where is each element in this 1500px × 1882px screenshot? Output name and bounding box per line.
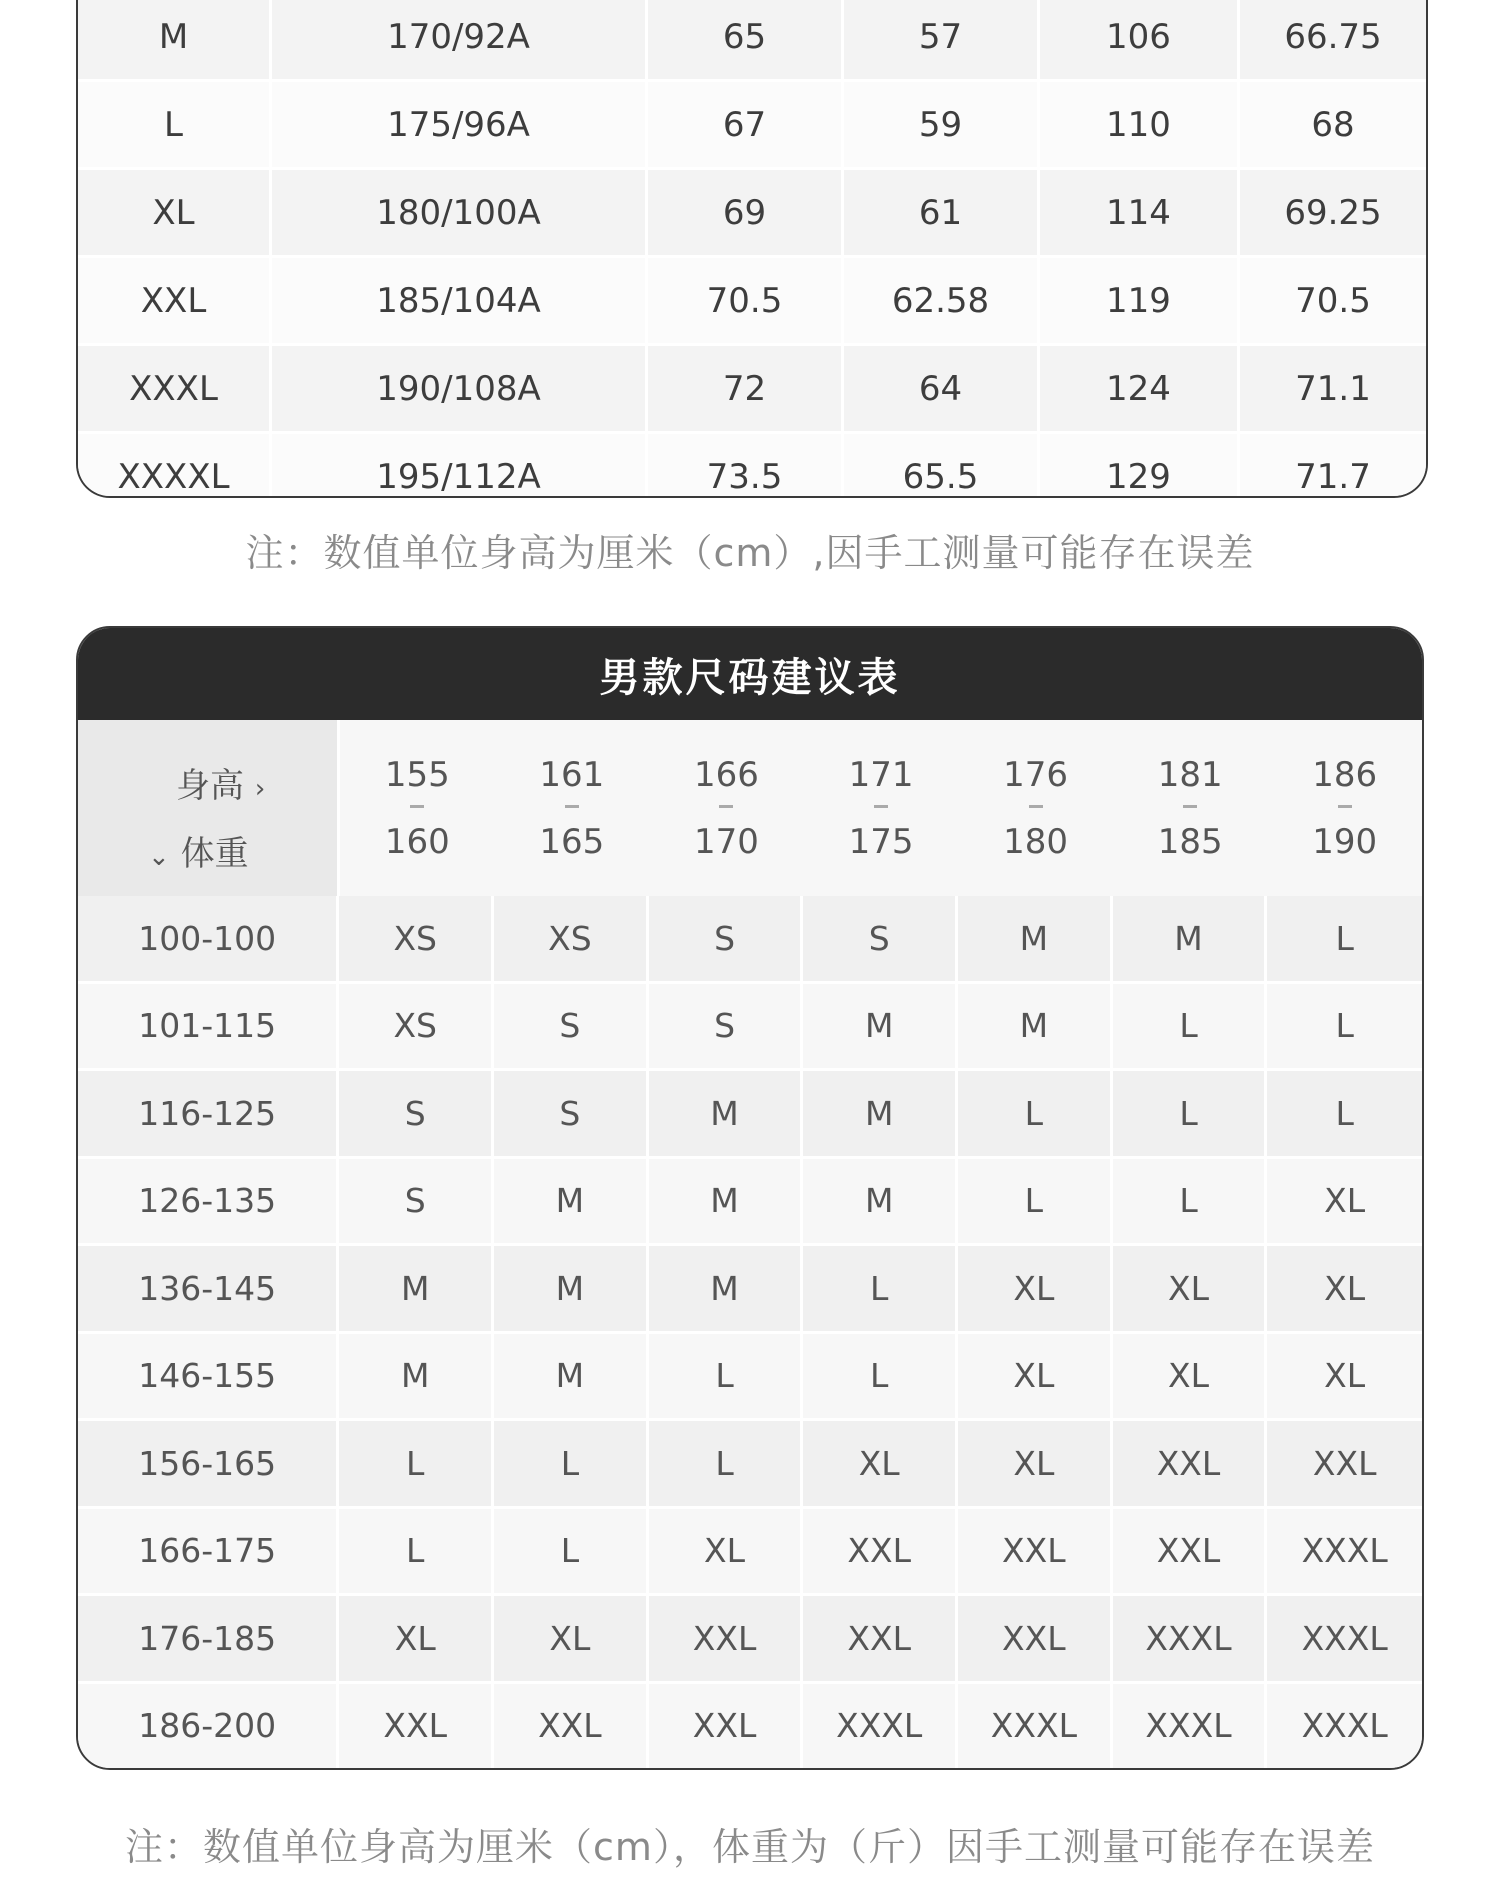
height-range-header bbox=[495, 720, 650, 896]
range-dash bbox=[565, 805, 579, 808]
size-cell: S bbox=[649, 896, 804, 984]
range-dash bbox=[1183, 805, 1197, 808]
size-cell: M bbox=[494, 1334, 649, 1422]
height-from: 161 bbox=[539, 754, 605, 795]
table-cell: 124 bbox=[1040, 346, 1240, 434]
size-cell: M bbox=[649, 1246, 804, 1334]
table-row bbox=[78, 1334, 1422, 1422]
size-cell: XXL bbox=[1113, 1421, 1268, 1509]
weight-range-cell: 101-115 bbox=[78, 984, 339, 1072]
table-cell: 73.5 bbox=[648, 434, 844, 498]
table-row bbox=[78, 896, 1422, 984]
chevron-right-icon: › bbox=[254, 774, 266, 804]
size-cell: XS bbox=[494, 896, 649, 984]
height-range-header bbox=[1267, 720, 1422, 896]
table-cell: XL bbox=[78, 170, 272, 258]
range-dash bbox=[874, 805, 888, 808]
size-cell: L bbox=[1267, 1071, 1422, 1159]
height-from: 181 bbox=[1157, 754, 1223, 795]
size-cell: XXXL bbox=[1267, 1596, 1422, 1684]
table-row bbox=[78, 1684, 1422, 1771]
size-cell: L bbox=[649, 1421, 804, 1509]
size-cell: XL bbox=[494, 1596, 649, 1684]
table-cell: 61 bbox=[844, 170, 1040, 258]
size-cell: L bbox=[803, 1334, 958, 1422]
height-to: 160 bbox=[384, 821, 450, 862]
height-to: 185 bbox=[1157, 821, 1223, 862]
size-cell: S bbox=[649, 984, 804, 1072]
table-cell: 71.1 bbox=[1240, 346, 1426, 434]
size-chart-note: 注：数值单位身高为厘米（cm）,因手工测量可能存在误差 bbox=[245, 531, 1255, 575]
weight-axis-label: 体重 bbox=[180, 834, 249, 874]
range-dash bbox=[1338, 805, 1352, 808]
table-cell: L bbox=[78, 82, 272, 170]
weight-range-cell: 146-155 bbox=[78, 1334, 339, 1422]
table-cell: 59 bbox=[844, 82, 1040, 170]
height-from: 155 bbox=[384, 754, 450, 795]
size-cell: XL bbox=[649, 1509, 804, 1597]
table-cell: 65 bbox=[648, 0, 844, 82]
table-row bbox=[78, 984, 1422, 1072]
table-cell: 119 bbox=[1040, 258, 1240, 346]
weight-range-cell: 166-175 bbox=[78, 1509, 339, 1597]
size-cell: XXL bbox=[958, 1596, 1113, 1684]
table-cell: 72 bbox=[648, 346, 844, 434]
weight-range-cell: 116-125 bbox=[78, 1071, 339, 1159]
recommendation-note: 注：数值单位身高为厘米（cm），体重为（斤）因手工测量可能存在误差 bbox=[125, 1825, 1375, 1869]
size-cell: L bbox=[803, 1246, 958, 1334]
height-from: 176 bbox=[1003, 754, 1069, 795]
height-range-header bbox=[1113, 720, 1268, 896]
size-cell: M bbox=[649, 1071, 804, 1159]
table-row bbox=[78, 434, 1426, 498]
table-cell: 110 bbox=[1040, 82, 1240, 170]
size-cell: XL bbox=[1267, 1159, 1422, 1247]
height-to: 180 bbox=[1003, 821, 1069, 862]
table-cell: 65.5 bbox=[844, 434, 1040, 498]
size-chart-table bbox=[76, 0, 1428, 498]
size-cell: M bbox=[339, 1334, 494, 1422]
size-cell: XL bbox=[1113, 1246, 1268, 1334]
size-cell: XXXL bbox=[958, 1684, 1113, 1771]
recommendation-rows bbox=[78, 896, 1422, 1770]
size-cell: S bbox=[339, 1071, 494, 1159]
size-cell: L bbox=[339, 1509, 494, 1597]
size-cell: L bbox=[958, 1159, 1113, 1247]
size-cell: XL bbox=[1267, 1334, 1422, 1422]
size-cell: M bbox=[958, 984, 1113, 1072]
size-cell: M bbox=[649, 1159, 804, 1247]
height-to: 175 bbox=[848, 821, 914, 862]
table-cell: 190/108A bbox=[272, 346, 648, 434]
size-cell: M bbox=[1113, 896, 1268, 984]
table-cell: XXXL bbox=[78, 346, 272, 434]
table-row bbox=[78, 170, 1426, 258]
table-cell: 114 bbox=[1040, 170, 1240, 258]
size-cell: XXL bbox=[339, 1684, 494, 1771]
size-cell: L bbox=[649, 1334, 804, 1422]
height-from: 186 bbox=[1312, 754, 1378, 795]
table-row bbox=[78, 82, 1426, 170]
size-cell: XXXL bbox=[1267, 1684, 1422, 1771]
size-cell: XXL bbox=[958, 1509, 1113, 1597]
size-cell: XL bbox=[958, 1246, 1113, 1334]
height-range-header bbox=[340, 720, 495, 896]
size-cell: XXXL bbox=[1267, 1509, 1422, 1597]
table-cell: 70.5 bbox=[648, 258, 844, 346]
table-cell: 68 bbox=[1240, 82, 1426, 170]
size-cell: M bbox=[339, 1246, 494, 1334]
header-corner bbox=[78, 720, 340, 896]
table-row bbox=[78, 1246, 1422, 1334]
table-cell: 195/112A bbox=[272, 434, 648, 498]
size-cell: L bbox=[1267, 984, 1422, 1072]
table-row bbox=[78, 1071, 1422, 1159]
height-from: 166 bbox=[693, 754, 759, 795]
size-cell: L bbox=[1267, 896, 1422, 984]
table-row bbox=[78, 1509, 1422, 1597]
size-cell: XXXL bbox=[1113, 1596, 1268, 1684]
range-dash bbox=[1029, 805, 1043, 808]
height-to: 170 bbox=[693, 821, 759, 862]
table-cell: 66.75 bbox=[1240, 0, 1426, 82]
height-range-header bbox=[958, 720, 1113, 896]
size-cell: L bbox=[339, 1421, 494, 1509]
size-cell: L bbox=[1113, 984, 1268, 1072]
size-cell: XL bbox=[339, 1596, 494, 1684]
size-cell: L bbox=[1113, 1159, 1268, 1247]
size-cell: M bbox=[958, 896, 1113, 984]
size-cell: L bbox=[494, 1509, 649, 1597]
size-cell: M bbox=[803, 984, 958, 1072]
weight-range-cell: 186-200 bbox=[78, 1684, 339, 1771]
table-row bbox=[78, 0, 1426, 82]
size-cell: M bbox=[803, 1159, 958, 1247]
table-cell: 69 bbox=[648, 170, 844, 258]
table-cell: 64 bbox=[844, 346, 1040, 434]
height-to: 190 bbox=[1312, 821, 1378, 862]
height-axis-label: 身高 bbox=[176, 766, 244, 806]
height-columns bbox=[340, 720, 1422, 896]
range-dash bbox=[719, 805, 733, 808]
table-title: 男款尺码建议表 bbox=[78, 628, 1422, 720]
table-row bbox=[78, 1159, 1422, 1247]
weight-range-cell: 136-145 bbox=[78, 1246, 339, 1334]
size-cell: S bbox=[494, 1071, 649, 1159]
height-range-header bbox=[804, 720, 959, 896]
table-row bbox=[78, 1596, 1422, 1684]
size-cell: XXL bbox=[1113, 1509, 1268, 1597]
size-cell: XXL bbox=[649, 1596, 804, 1684]
size-cell: S bbox=[494, 984, 649, 1072]
weight-range-cell: 100-100 bbox=[78, 896, 339, 984]
table-cell: XXXXL bbox=[78, 434, 272, 498]
size-cell: L bbox=[958, 1071, 1113, 1159]
table-cell: 70.5 bbox=[1240, 258, 1426, 346]
chevron-down-icon: ⌄ bbox=[148, 842, 170, 872]
size-cell: XL bbox=[1113, 1334, 1268, 1422]
size-cell: XS bbox=[339, 984, 494, 1072]
table-cell: 57 bbox=[844, 0, 1040, 82]
size-cell: S bbox=[803, 896, 958, 984]
size-cell: XL bbox=[1267, 1246, 1422, 1334]
table-row bbox=[78, 1421, 1422, 1509]
weight-range-cell: 126-135 bbox=[78, 1159, 339, 1247]
size-chart-rows bbox=[78, 0, 1426, 498]
size-cell: S bbox=[339, 1159, 494, 1247]
table-cell: 67 bbox=[648, 82, 844, 170]
table-cell: 62.58 bbox=[844, 258, 1040, 346]
height-from: 171 bbox=[848, 754, 914, 795]
size-recommendation-table bbox=[76, 626, 1424, 1770]
size-cell: XXL bbox=[1267, 1421, 1422, 1509]
table-cell: 170/92A bbox=[272, 0, 648, 82]
table-cell: 185/104A bbox=[272, 258, 648, 346]
table-header bbox=[78, 720, 1422, 896]
height-range-header bbox=[649, 720, 804, 896]
table-cell: 175/96A bbox=[272, 82, 648, 170]
size-cell: XL bbox=[958, 1421, 1113, 1509]
size-cell: XXL bbox=[649, 1684, 804, 1771]
size-cell: XXL bbox=[494, 1684, 649, 1771]
size-cell: L bbox=[494, 1421, 649, 1509]
size-cell: XXXL bbox=[1113, 1684, 1268, 1771]
table-cell: XXL bbox=[78, 258, 272, 346]
table-cell: 69.25 bbox=[1240, 170, 1426, 258]
table-cell: 71.7 bbox=[1240, 434, 1426, 498]
size-cell: M bbox=[494, 1159, 649, 1247]
table-row bbox=[78, 346, 1426, 434]
weight-range-cell: 176-185 bbox=[78, 1596, 339, 1684]
size-cell: XL bbox=[958, 1334, 1113, 1422]
weight-range-cell: 156-165 bbox=[78, 1421, 339, 1509]
size-cell: XL bbox=[803, 1421, 958, 1509]
size-cell: M bbox=[803, 1071, 958, 1159]
table-cell: M bbox=[78, 0, 272, 82]
height-to: 165 bbox=[539, 821, 605, 862]
range-dash bbox=[410, 805, 424, 808]
table-cell: 129 bbox=[1040, 434, 1240, 498]
table-cell: 180/100A bbox=[272, 170, 648, 258]
table-row bbox=[78, 258, 1426, 346]
size-cell: M bbox=[494, 1246, 649, 1334]
size-cell: XXXL bbox=[803, 1684, 958, 1771]
size-cell: XXL bbox=[803, 1509, 958, 1597]
table-cell: 106 bbox=[1040, 0, 1240, 82]
size-cell: XS bbox=[339, 896, 494, 984]
size-cell: XXL bbox=[803, 1596, 958, 1684]
size-cell: L bbox=[1113, 1071, 1268, 1159]
